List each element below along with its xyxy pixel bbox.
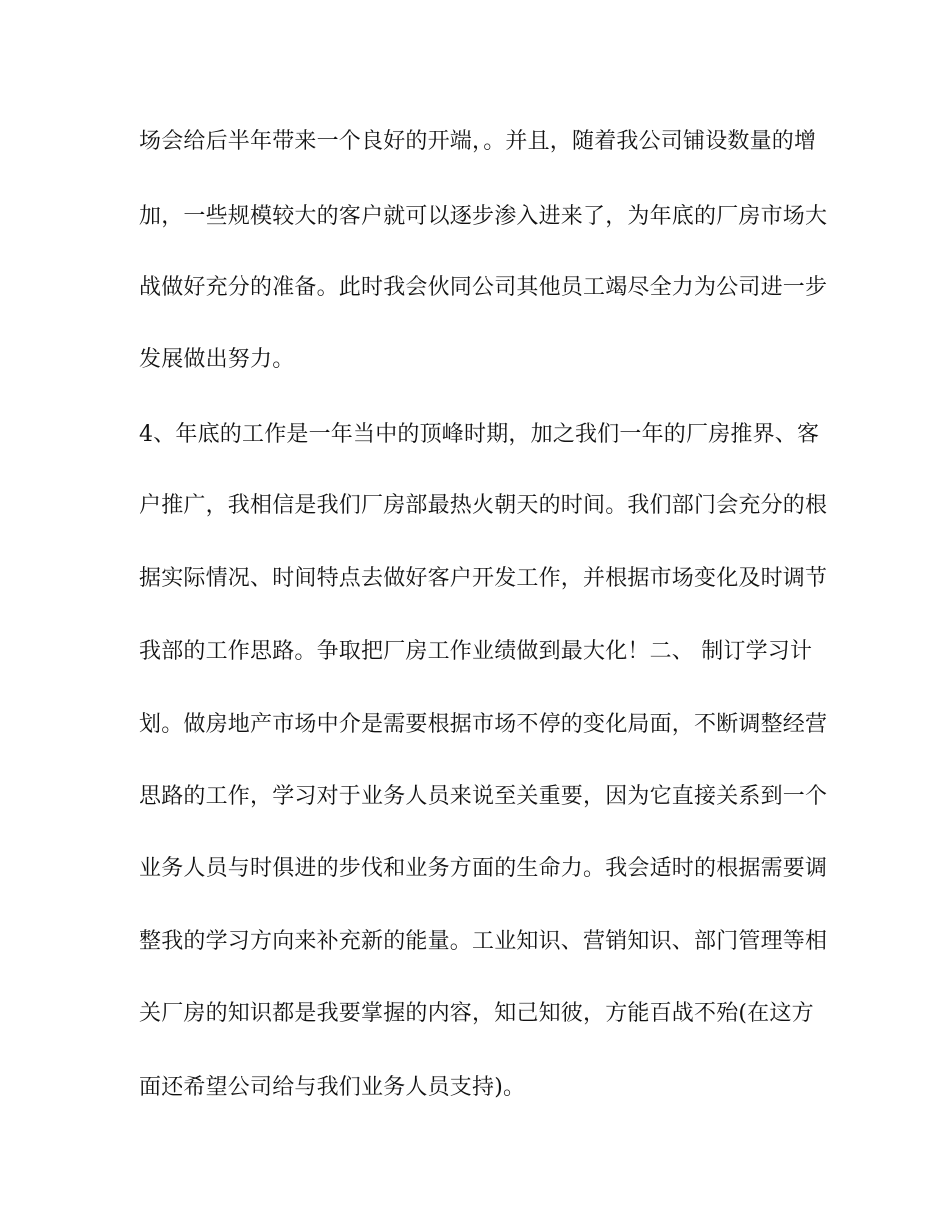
text-line: 关厂房的知识都是我要掌握的内容，知己知彼，方能百战不殆(在这方 — [139, 1001, 814, 1026]
text-line: 思路的工作，学习对于业务人员来说至关重要，因为它直接关系到一个 — [139, 784, 828, 809]
text-line: 整我的学习方向来补充新的能量。工业知识、营销知识、部门管理等相 — [139, 929, 828, 954]
text-line: 战做好充分的准备。此时我会伙同公司其他员工竭尽全力为公司进一步 — [139, 275, 828, 300]
text-line: 划。做房地产市场中介是需要根据市场不停的变化局面，不断调整经营 — [139, 712, 828, 737]
text-line: 加，一些规模较大的客户就可以逐步渗入进来了，为年底的厂房市场大 — [139, 204, 828, 229]
text-line: 场会给后半年带来一个良好的开端，。并且，随着我公司铺设数量的增 — [139, 129, 817, 154]
text-line: 4、年底的工作是一年当中的顶峰时期，加之我们一年的厂房推界、客 — [139, 422, 820, 447]
text-line: 发展做出努力。 — [139, 347, 295, 372]
text-line: 据实际情况、时间特点去做好客户开发工作，并根据市场变化及时调节 — [139, 566, 828, 591]
text-line: 面还希望公司给与我们业务人员支持)。 — [139, 1075, 526, 1100]
text-line: 我部的工作思路。争取把厂房工作业绩做到最大化！二、 制订学习计 — [139, 639, 813, 664]
text-line: 业务人员与时俱进的步伐和业务方面的生命力。我会适时的根据需要调 — [139, 856, 828, 881]
text-line: 户推广，我相信是我们厂房部最热火朝天的时间。我们部门会充分的根 — [139, 493, 828, 518]
